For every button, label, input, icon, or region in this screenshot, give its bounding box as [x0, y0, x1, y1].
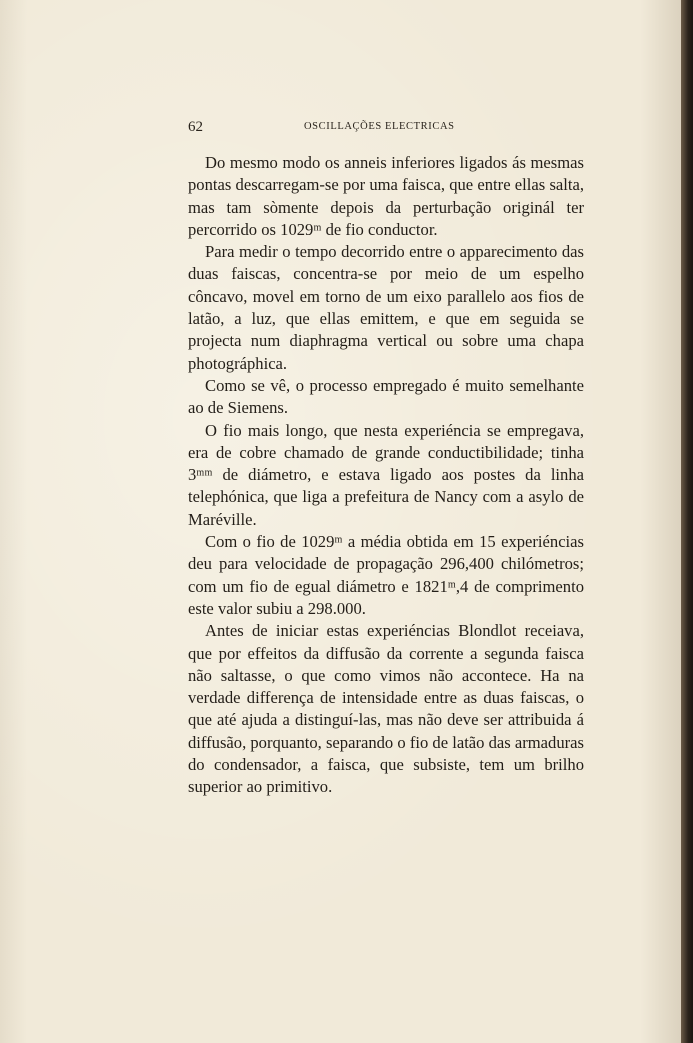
book-spine-edge [681, 0, 693, 1043]
running-title: OSCILLAÇÕES ELECTRICAS [304, 121, 455, 132]
paragraph: Com o fio de 1029ᵐ a média obtida em 15 experiéncias deu para velocidade de propagação 296,400 chilómetros; com um fio de egual diámetro e 1821ᵐ,4 de comprimento este valor subiu a 298.000. [188, 532, 584, 618]
body-text [188, 152, 584, 799]
paragraph: Do mesmo modo os anneis inferiores ligados ás mesmas pontas descarregam-se por uma faisca, que entre ellas salta, mas tam sòmente depois da perturbação originál ter percorrido os 1029ᵐ de fio conductor. [188, 153, 584, 239]
page-header [188, 119, 584, 139]
page-number: 62 [188, 119, 203, 135]
paragraph: Como se vê, o processo empregado é muito semelhante ao de Siemens. [188, 375, 584, 418]
paragraph: O fio mais longo, que nesta experiéncia se empregava, era de cobre chamado de grande conductibilidade; tinha 3ᵐᵐ de diámetro, e estava ligado aos postes da linha telephónica, que liga a prefeitura de Nancy com a asylo de Maréville. [188, 420, 584, 529]
paragraph: Antes de iniciar estas experiéncias Blondlot receiava, que por effeitos da diffusão da corrente a segunda faisca não saltasse, o que como vimos não accontece. Ha na verdade differença de intensidade entre as duas faiscas, o que até ajuda a distinguí-las, mas não deve ser attribuida á diffusão, porquanto, separando o fio de latão das armaduras do condensador, a faisca, que subsiste, tem um brilho superior ao primitivo. [188, 621, 584, 797]
paragraph: Para medir o tempo decorrido entre o apparecimento das duas faiscas, concentra-se por meio de um espelho côncavo, movel em torno de um eixo parallelo aos fios de latão, a luz, que ellas emittem, e que em seguida se projecta num diaphragma vertical ou sobre uma chapa photográphica. [188, 242, 584, 373]
